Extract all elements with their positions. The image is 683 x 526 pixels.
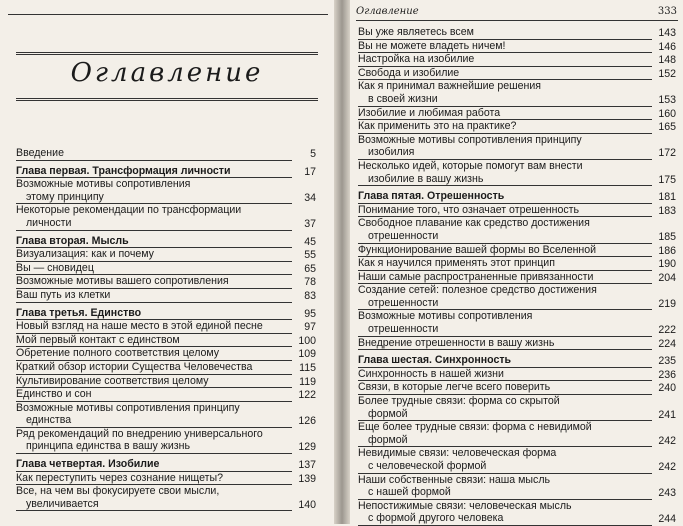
toc-page-number: 97 xyxy=(304,321,316,334)
toc-entry-title: Настройка на изобилие xyxy=(358,53,652,67)
toc-entry-title: в своей жизни xyxy=(358,93,652,107)
toc-entry-title: отрешенности xyxy=(358,323,652,337)
toc-entry-title: Изобилие и любимая работа xyxy=(358,107,652,121)
toc-entry-title: Вы уже являетесь всем xyxy=(358,26,652,40)
toc-entry-title: Внедрение отрешенности в вашу жизнь xyxy=(358,337,652,351)
toc-entry-row xyxy=(16,440,316,454)
toc-chapter-title: Глава четвертая. Изобилие xyxy=(16,458,292,472)
toc-entry-row xyxy=(358,284,676,297)
toc-entry-row xyxy=(358,80,676,93)
toc-entry-title: Как переступить через сознание нищеты? xyxy=(16,472,292,486)
toc-entry-title: Непостижимые связи: человеческая мысль xyxy=(358,499,572,512)
toc-chapter-title: Глава вторая. Мысль xyxy=(16,235,292,249)
toc-entry-title: отрешенности xyxy=(358,297,652,311)
toc-entry-row xyxy=(358,421,676,434)
toc-entry-row xyxy=(16,320,316,334)
toc-entry-row xyxy=(358,26,676,40)
toc-entry-title: с человеческой формой xyxy=(358,460,652,474)
toc-page-number: 146 xyxy=(658,40,676,53)
toc-page-number: 181 xyxy=(658,191,676,204)
toc-page-number: 37 xyxy=(304,217,316,230)
toc-entry-row xyxy=(358,257,676,271)
toc-entry-row xyxy=(16,402,316,415)
toc-entry-title: Вы — сновидец xyxy=(16,262,292,276)
toc-entry-row xyxy=(358,408,676,422)
toc-entry-row xyxy=(16,204,316,217)
toc-entry-title: формой xyxy=(358,408,652,422)
toc-entry-title: Новый взгляд на наше место в этой единой песне xyxy=(16,320,292,334)
toc-page-number: 17 xyxy=(304,165,316,178)
toc-page-number: 240 xyxy=(658,382,676,395)
toc-entry-title: Ваш путь из клетки xyxy=(16,289,292,303)
left-page xyxy=(0,0,334,524)
toc-entry-title: этому принципу xyxy=(16,191,292,205)
toc-page-number: 139 xyxy=(298,472,316,485)
toc-page-number: 148 xyxy=(658,54,676,67)
toc-entry-title: изобилие в вашу жизнь xyxy=(358,173,652,187)
toc-page-number: 222 xyxy=(658,324,676,337)
toc-chapter-row xyxy=(16,307,316,321)
toc-entry-title: Несколько идей, которые помогут вам внести xyxy=(358,159,583,172)
toc-entry-title: Понимание того, что означает отрешенность xyxy=(358,204,652,218)
toc-page-number: 160 xyxy=(658,107,676,120)
toc-entry-title: Введение xyxy=(16,147,292,161)
toc-page-number: 243 xyxy=(658,487,676,500)
toc-entry-row xyxy=(358,120,676,134)
book-gutter xyxy=(334,0,350,524)
toc-entry-row xyxy=(358,107,676,121)
toc-entry-title: Единство и сон xyxy=(16,388,292,402)
toc-page-number: 244 xyxy=(658,513,676,526)
toc-entry-title: с формой другого человека xyxy=(358,512,652,526)
toc-entry-row xyxy=(358,53,676,67)
toc-entry-title: Вы не можете владеть ничем! xyxy=(358,40,652,54)
toc-page-number: 236 xyxy=(658,368,676,381)
toc-page-number: 122 xyxy=(298,389,316,402)
toc-entry-row xyxy=(16,217,316,231)
toc-entry-row xyxy=(16,414,316,428)
toc-entry-title: Невидимые связи: человеческая форма xyxy=(358,447,557,460)
toc-entry-title: изобилия xyxy=(358,146,652,160)
toc-page-number: 119 xyxy=(299,375,316,388)
toc-entry-row xyxy=(358,146,676,160)
toc-entry-row xyxy=(358,67,676,81)
toc-entry-row xyxy=(358,204,676,218)
toc-entry-title: Наши самые распространенные привязанности xyxy=(358,271,652,285)
toc-chapter-row xyxy=(358,190,676,204)
toc-chapter-row xyxy=(358,354,676,368)
toc-entry-title: единства xyxy=(16,414,292,428)
toc-entry-row xyxy=(16,262,316,276)
toc-page-number: 137 xyxy=(298,459,316,472)
toc-entry-title: Возможные мотивы вашего сопротивления xyxy=(16,275,292,289)
toc-entry-row xyxy=(358,93,676,107)
toc-entry-title: с нашей формой xyxy=(358,486,652,500)
toc-entry-title: Связи, в которые легче всего поверить xyxy=(358,381,652,395)
toc-entry-title: Возможные мотивы сопротивления принципу xyxy=(16,401,240,414)
toc-page-number: 109 xyxy=(298,348,316,361)
toc-entry-row xyxy=(16,375,316,389)
toc-entry-title: Функционирование вашей формы во Вселенной xyxy=(358,244,652,258)
toc-page-number: 183 xyxy=(658,204,676,217)
toc-entry-title: отрешенности xyxy=(358,230,652,244)
toc-page-number: 5 xyxy=(310,148,316,160)
toc-entry-row xyxy=(16,275,316,289)
toc-title: Оглавление xyxy=(70,58,264,88)
toc-entry-row xyxy=(358,460,676,474)
toc-entry-row xyxy=(358,486,676,500)
toc-page-number: 219 xyxy=(658,297,676,310)
toc-entry-title: личности xyxy=(16,217,292,231)
toc-page-number: 175 xyxy=(658,173,676,186)
toc-entry-row xyxy=(16,147,316,161)
toc-entry-row xyxy=(358,40,676,54)
right-page xyxy=(350,0,683,524)
toc-entry-row xyxy=(16,485,316,498)
toc-entry-row xyxy=(358,160,676,173)
toc-page-number: 242 xyxy=(658,434,676,447)
toc-page-number: 224 xyxy=(658,337,676,350)
toc-entry-row xyxy=(358,381,676,395)
page-number: 333 xyxy=(657,6,677,17)
toc-page-number: 65 xyxy=(304,262,316,275)
toc-entry-row xyxy=(358,230,676,244)
toc-page-number: 78 xyxy=(304,276,316,289)
header-rule xyxy=(356,20,678,21)
toc-page-number: 185 xyxy=(658,230,676,243)
toc-page-number: 165 xyxy=(658,121,676,134)
toc-entry-title: Мой первый контакт с единством xyxy=(16,334,292,348)
toc-entry-title: Свобода и изобилие xyxy=(358,67,652,81)
toc-entry-row xyxy=(358,310,676,323)
toc-entry-row xyxy=(16,191,316,205)
toc-page-number: 115 xyxy=(299,361,316,374)
toc-page-number: 143 xyxy=(658,27,676,39)
toc-chapter-title: Глава шестая. Синхронность xyxy=(358,354,652,368)
toc-entry-title: Культивирование соответствия целому xyxy=(16,375,292,389)
toc-entry-title: Создание сетей: полезное средство достижения xyxy=(358,284,597,297)
toc-entry-title: Краткий обзор истории Существа Человечества xyxy=(16,361,292,375)
toc-chapter-row xyxy=(16,458,316,472)
toc-entry-row xyxy=(358,323,676,337)
toc-entry-title: принципа единства в вашу жизнь xyxy=(16,440,292,454)
toc-page-number: 172 xyxy=(658,147,676,160)
toc-page-number: 140 xyxy=(298,498,316,511)
toc-chapter-row xyxy=(16,235,316,249)
toc-page-number: 204 xyxy=(658,271,676,284)
toc-entry-row xyxy=(16,428,316,441)
toc-entry-row xyxy=(358,474,676,487)
toc-entry-row xyxy=(358,173,676,187)
toc-entry-row xyxy=(16,361,316,375)
toc-entry-row xyxy=(358,271,676,285)
toc-page-number: 152 xyxy=(658,67,676,80)
toc-page-number: 126 xyxy=(298,415,316,428)
toc-chapter-row xyxy=(16,165,316,179)
toc-entry-row xyxy=(358,337,676,351)
toc-entry-title: Возможные мотивы сопротивления xyxy=(358,310,533,323)
toc-page-number: 186 xyxy=(658,244,676,257)
toc-page-number: 235 xyxy=(658,355,676,368)
toc-entry-row xyxy=(16,178,316,191)
toc-entry-title: Как я принимал важнейшие решения xyxy=(358,80,542,93)
toc-entry-title: Визуализация: как и почему xyxy=(16,248,292,262)
toc-entry-row xyxy=(16,289,316,303)
toc-page-number: 34 xyxy=(304,191,316,204)
toc-entry-row xyxy=(358,297,676,311)
toc-page-number: 55 xyxy=(304,249,316,262)
toc-page-number: 153 xyxy=(658,93,676,106)
toc-page-number: 95 xyxy=(304,307,316,320)
toc-page-number: 45 xyxy=(304,235,316,248)
toc-page-number: 242 xyxy=(658,461,676,473)
toc-entry-row xyxy=(358,217,676,230)
toc-entry-title: Возможные мотивы сопротивления xyxy=(16,178,191,191)
toc-entry-title: Некоторые рекомендации по трансформации xyxy=(16,204,242,217)
toc-entry-title: Как я научился применять этот принцип xyxy=(358,257,652,271)
toc-entry-row xyxy=(358,500,676,513)
toc-entry-row xyxy=(16,472,316,486)
toc-entry-row xyxy=(16,388,316,402)
toc-page-number: 241 xyxy=(658,408,676,421)
left-toc-list xyxy=(16,147,316,511)
title-rule-top xyxy=(16,52,318,55)
toc-page-number: 190 xyxy=(658,258,676,271)
toc-entry-row xyxy=(16,334,316,348)
toc-entry-row xyxy=(16,498,316,512)
toc-chapter-title: Глава третья. Единство xyxy=(16,307,292,321)
toc-entry-row xyxy=(358,395,676,408)
toc-entry-title: Наши собственные связи: наша мысль xyxy=(358,473,551,486)
toc-chapter-title: Глава пятая. Отрешенность xyxy=(358,190,652,204)
toc-entry-title: Свободное плавание как средство достижения xyxy=(358,217,590,230)
toc-entry-row xyxy=(358,368,676,382)
toc-entry-row xyxy=(16,347,316,361)
toc-entry-title: Ряд рекомендаций по внедрению универсального xyxy=(16,427,263,440)
toc-page-number: 129 xyxy=(298,441,316,454)
toc-entry-title: Более трудные связи: форма со скрытой xyxy=(358,395,560,408)
toc-entry-row xyxy=(358,244,676,258)
toc-page-number: 100 xyxy=(298,334,316,347)
toc-entry-title: Синхронность в нашей жизни xyxy=(358,368,652,382)
toc-entry-title: Возможные мотивы сопротивления принципу xyxy=(358,133,582,146)
toc-chapter-title: Глава первая. Трансформация личности xyxy=(16,165,292,179)
toc-page-number: 83 xyxy=(304,289,316,302)
toc-entry-title: Все, на чем вы фокусируете свои мысли, xyxy=(16,485,220,498)
toc-entry-title: Еще более трудные связи: форма с невидимой xyxy=(358,421,592,434)
toc-entry-title: Как применить это на практике? xyxy=(358,120,652,134)
toc-entry-title: формой xyxy=(358,434,652,448)
right-toc-list xyxy=(358,26,676,526)
toc-entry-title: Обретение полного соответствия целому xyxy=(16,347,292,361)
running-head-title: Оглавление xyxy=(356,6,419,17)
header-rule xyxy=(8,14,328,15)
toc-entry-row xyxy=(358,447,676,460)
toc-entry-row xyxy=(358,134,676,147)
title-rule-bottom xyxy=(16,98,318,101)
toc-entry-row xyxy=(16,248,316,262)
toc-entry-title: увеличивается xyxy=(16,498,292,512)
toc-entry-row xyxy=(358,434,676,448)
